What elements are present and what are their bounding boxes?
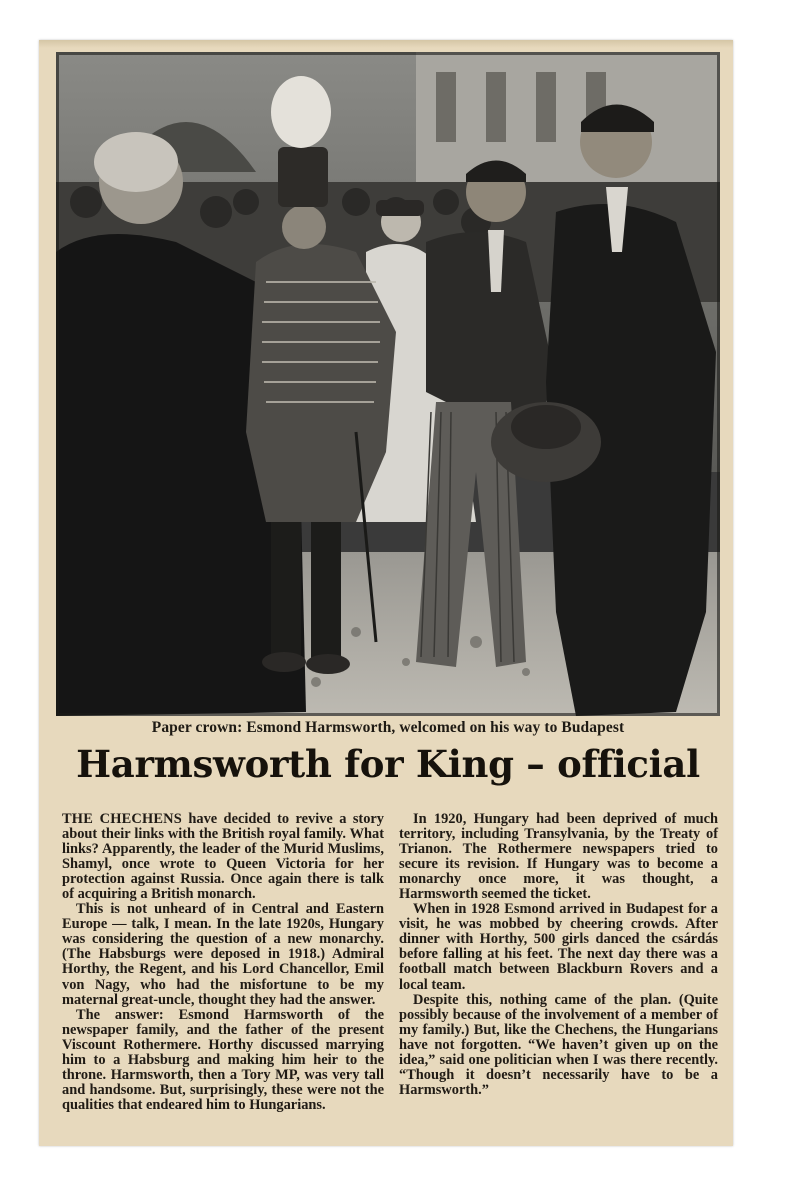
paragraph-1-text: have decided to revive a story about their links with the British royal family. What links? Apparently, the leader of the Murid Muslims, Shamyl, once wrote to Queen Victoria for her protection against Russia. Once again there is talk of acquiring a British monarch. xyxy=(62,811,384,903)
press-photo xyxy=(56,52,720,716)
paragraph-4: In 1920, Hungary had been deprived of much territory, including Transylvania, by the Treaty of Trianon. The Rothermere newspapers tried to secure its revision. If Hungary was to become a monarchy once more, it was thought, a Harmsworth seemed the ticket. xyxy=(399,811,718,903)
paragraph-6: Despite this, nothing came of the plan. (Quite possibly because of the involvement of a member of my family.) But, like the Chechens, the Hungarians have not forgotten. “We haven’t given up on the idea,” said one politician when I was there recently. “Though it doesn’t necessarily have to be a Harmsworth.” xyxy=(399,991,718,1098)
article-column-right xyxy=(399,812,718,1098)
paragraph-5: When in 1928 Esmond arrived in Budapest for a visit, he was mobbed by cheering crowds. After dinner with Horthy, 500 girls danced the csárdás before falling at his feet. The next day there was a football match between Blackburn Rovers and a local team. xyxy=(399,901,718,993)
lead-caps: THE CHECHENS xyxy=(62,811,182,827)
newspaper-clipping xyxy=(39,40,733,1146)
paragraph-2: This is not unheard of in Central and Eastern Europe — talk, I mean. In the late 1920s, Hungary was considering the question of a new monarchy. (The Habsburgs were deposed in 1918.) Admiral Horthy, the Regent, and his Lord Chancellor, Emil von Nagy, who had the misfortune to be my maternal great-uncle, thought they had the answer. xyxy=(62,901,384,1008)
paragraph-1 xyxy=(62,812,384,902)
photo-caption: Paper crown: Esmond Harmsworth, welcomed on his way to Budapest xyxy=(151,719,625,736)
headline: Harmsworth for King – official xyxy=(76,742,700,786)
article-column-left xyxy=(62,812,384,1113)
paragraph-3: The answer: Esmond Harmsworth of the newspaper family, and the father of the present Viscount Rothermere. Horthy discussed marrying him to a Habsburg and making him heir to the throne. Harmsworth, then a Tory MP, was very tall and handsome. But, surprisingly, these were not the qualities that endeared him to Hungarians. xyxy=(62,1006,384,1113)
press-photo-icon xyxy=(56,52,720,716)
